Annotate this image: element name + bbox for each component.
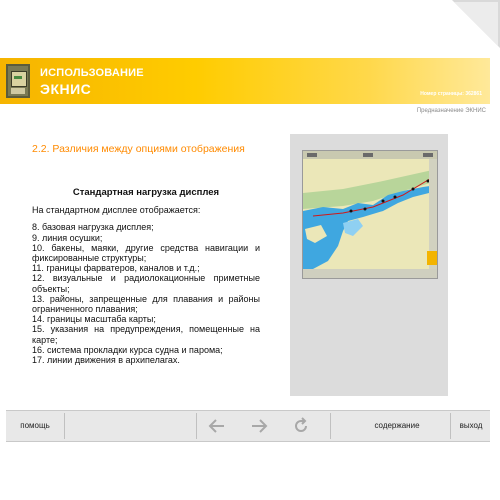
- help-button[interactable]: помощь: [20, 421, 50, 430]
- content-intro: На стандартном дисплее отображается:: [32, 205, 201, 216]
- separator: [450, 413, 451, 439]
- section-title: 2.2. Различия между опциями отображения: [32, 143, 245, 155]
- list-item: 9. линия осушки;: [32, 232, 103, 243]
- list-item: 17. линии движения в архипелагах.: [32, 355, 180, 366]
- list-item: 11. границы фарватеров, каналов и т.д.;: [32, 263, 200, 274]
- list-item: 10. бакены, маяки, другие средства навигации и фиксированные структуры;: [32, 242, 260, 264]
- separator: [64, 413, 65, 439]
- separator: [196, 413, 197, 439]
- ecdis-chart-screenshot: [302, 150, 438, 279]
- list-item: 14. границы масштаба карты;: [32, 314, 156, 325]
- list-item: 8. базовая нагрузка дисплея;: [32, 222, 154, 233]
- list-item: 13. районы, запрещенные для плавания и районы ограниченного плавания;: [32, 293, 260, 315]
- list-item: 16. система прокладки курса судна и парома;: [32, 344, 223, 355]
- page-corner-fold-inner: [454, 2, 498, 46]
- forward-arrow-icon[interactable]: [250, 417, 268, 435]
- bottom-toolbar: [6, 410, 490, 442]
- reload-icon[interactable]: [292, 417, 310, 435]
- separator: [330, 413, 331, 439]
- content-heading: Стандартная нагрузка дисплея: [72, 187, 220, 198]
- page-subtitle: Предназначение ЭКНИС: [416, 108, 486, 114]
- header-title-line2: ЭКНИС: [40, 81, 92, 97]
- content-text: [32, 188, 260, 365]
- header-banner: [0, 58, 490, 104]
- chart-image: [303, 151, 437, 278]
- ecdis-terminal-icon: [6, 64, 30, 98]
- back-arrow-icon[interactable]: [208, 417, 226, 435]
- contents-button[interactable]: содержание: [374, 421, 420, 430]
- page-number: Номер страницы: 362861: [420, 91, 482, 97]
- list-item: 12. визуальные и радиолокационные приметные объекты;: [32, 273, 260, 294]
- exit-button[interactable]: выход: [459, 421, 483, 430]
- list-item: 15. указания на предупреждения, помещенные на карте;: [32, 324, 260, 345]
- header-title-line1: ИСПОЛЬЗОВАНИЕ: [40, 67, 144, 79]
